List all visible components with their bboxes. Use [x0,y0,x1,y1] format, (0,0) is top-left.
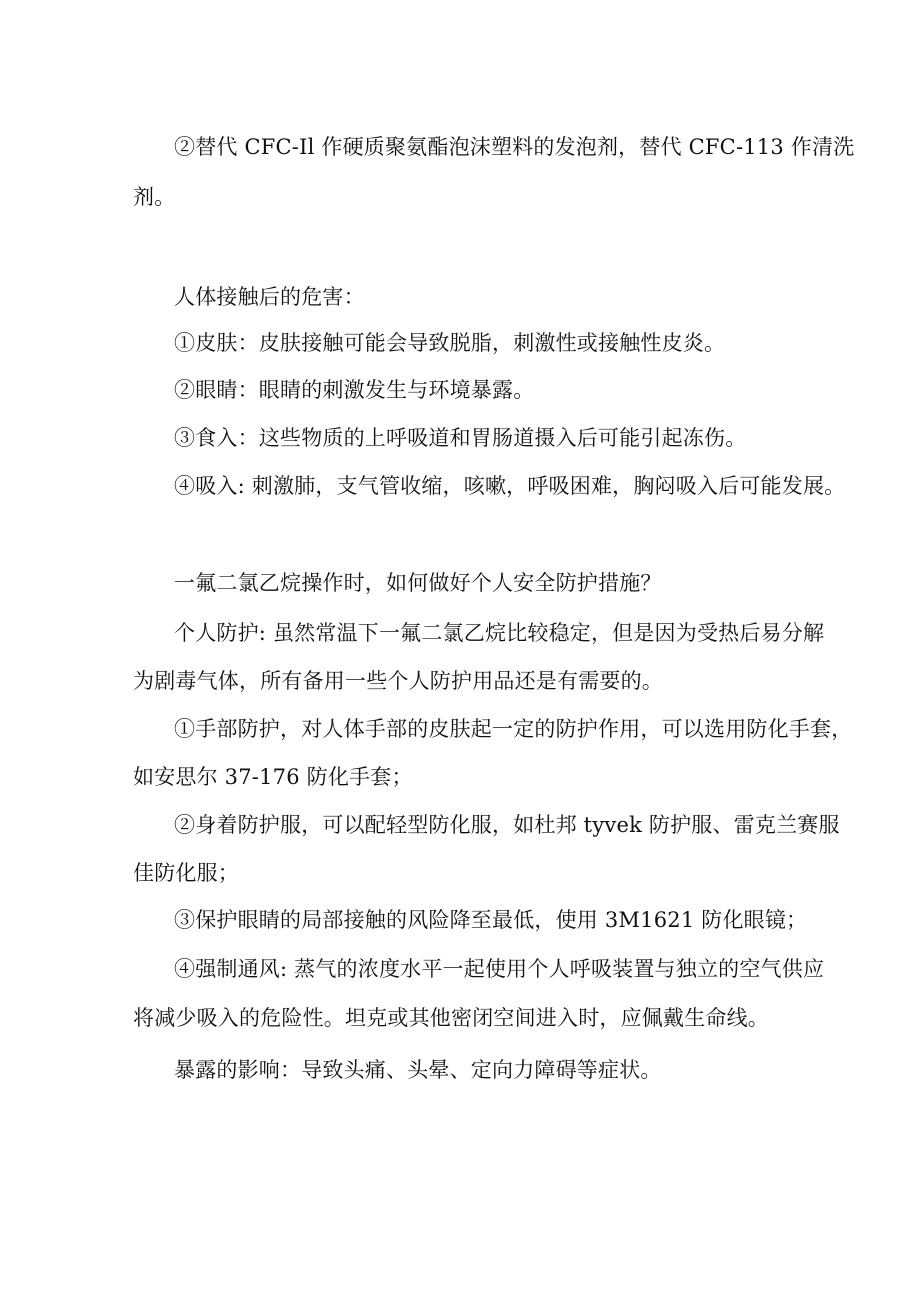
hazard-ingestion: ③食入：这些物质的上呼吸道和胃肠道摄入后可能引起冻伤。 [174,426,747,450]
protection-intro-line-2: 为剧毒气体，所有备用一些个人防护用品还是有需要的。 [133,669,663,693]
protection-vent-line-2: 将减少吸入的危险性。坦克或其他密闭空间进入时，应佩戴生命线。 [133,1006,769,1030]
protection-vent-line-1: ④强制通风: 蒸气的浓度水平一起使用个人呼吸装置与独立的空气供应 [174,957,825,981]
protection-intro-line-1: 个人防护: 虽然常温下一氟二氯乙烷比较稳定，但是因为受热后易分解 [174,621,825,645]
exposure-effects: 暴露的影响：导致头痛、头晕、定向力障碍等症状。 [174,1058,662,1082]
protection-eye-line: ③保护眼睛的局部接触的风险降至最低，使用 3M1621 防化眼镜； [174,908,808,932]
protection-body-line-2: 佳防化服； [133,861,239,885]
hazards-heading: 人体接触后的危害： [174,285,365,309]
hazard-inhalation: ④吸入: 刺激肺，支气管收缩，咳嗽，呼吸困难，胸闷吸入后可能发展。 [174,474,846,498]
hazard-eyes: ②眼睛：眼睛的刺激发生与环境暴露。 [174,378,535,402]
protection-body-line-1: ②身着防护服，可以配轻型防化服，如杜邦 tyvek 防护服、雷克兰赛服 [174,813,840,837]
protection-hand-line-1: ①手部防护，对人体手部的皮肤起一定的防护作用，可以选用防化手套， [174,717,853,741]
protection-question: 一氟二氯乙烷操作时，如何做好个人安全防护措施？ [174,571,662,595]
uses-item-2-line-2: 剂。 [133,185,176,209]
uses-item-2-line-1: ②替代 CFC-Il 作硬质聚氨酯泡沫塑料的发泡剂，替代 CFC-113 作清洗 [174,135,855,159]
hazard-skin: ①皮肤：皮肤接触可能会导致脱脂，刺激性或接触性皮炎。 [174,331,726,355]
protection-hand-line-2: 如安思尔 37-176 防化手套； [133,765,413,789]
